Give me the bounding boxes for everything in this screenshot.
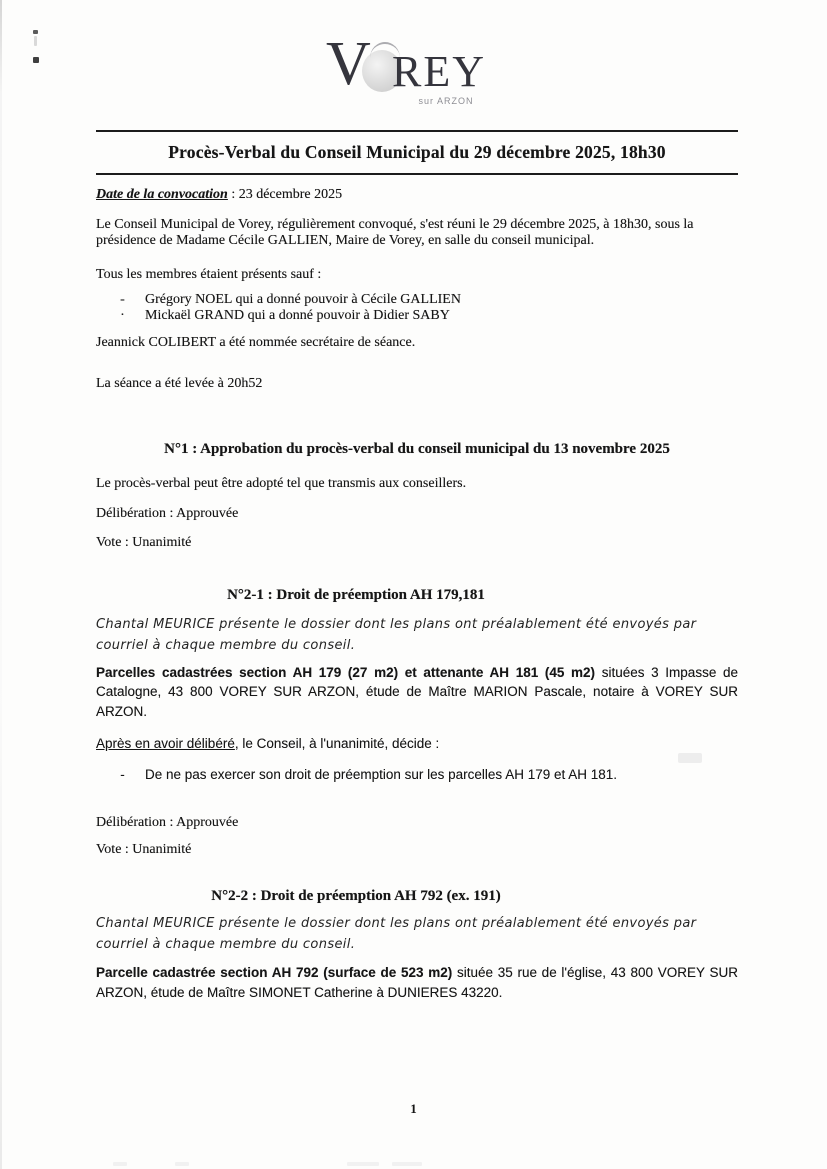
deliberate-rest-text: , le Conseil, à l'unanimité, décide : — [234, 736, 440, 751]
bullet-dash: - — [120, 767, 125, 782]
section-2-2-heading: N°2-2 : Droit de préemption AH 792 (ex. 191) — [211, 888, 501, 904]
absent-member-text: Grégory NOEL qui a donné pouvoir à Cécile GALLIEN — [145, 292, 461, 307]
logo-letter-v: V — [326, 30, 369, 98]
list-item — [96, 292, 738, 308]
section-2-1-presenter-note: Chantal MEURICE présente le dossier dont les plans ont préalablement été envoyés par courriel à chaque membre du conseil. — [96, 616, 697, 653]
section-1-deliberation: Délibération : Approuvée — [96, 505, 239, 521]
section-2-1-vote: Vote : Unanimité — [96, 841, 192, 857]
decision-text: De ne pas exercer son droit de préemption sur les parcelles AH 179 et AH 181. — [145, 767, 618, 782]
section-1-body: Le procès-verbal peut être adopté tel que transmis aux conseillers. — [96, 476, 467, 491]
deliberate-underlined-text: Après en avoir délibéré — [96, 736, 235, 751]
bullet-dash: · — [120, 308, 125, 323]
members-line: Tous les membres étaient présents sauf : — [96, 266, 322, 282]
section-1-vote: Vote : Unanimité — [96, 535, 192, 550]
logo-wordmark: REY — [392, 47, 486, 96]
secretary-line: Jeannick COLIBERT a été nommée secrétaire de séance. — [96, 335, 416, 350]
section-1-heading: N°1 : Approbation du procès-verbal du conseil municipal du 13 novembre 2025 — [164, 441, 670, 457]
section-2-2-presenter-note: Chantal MEURICE présente le dossier dont les plans ont préalablement été envoyés par courriel à chaque membre du conseil. — [96, 916, 697, 952]
bullet-dash: - — [120, 292, 125, 307]
parcel-rest-text: situées 3 Impasse de Catalogne, 43 800 VOREY SUR ARZON, étude de Maître MARION Pascale, notaire à VOREY SUR ARZON. — [96, 664, 738, 719]
section-2-1-decision-item — [96, 766, 738, 783]
absent-member-text: Mickaël GRAND qui a donné pouvoir à Didier SABY — [145, 308, 450, 323]
session-closing-line: La séance a été levée à 20h52 — [96, 375, 263, 391]
convocation-label: Date de la convocation — [96, 187, 228, 202]
absent-members-list — [96, 292, 738, 324]
scan-smudge — [113, 1162, 127, 1166]
convocation-line — [96, 187, 738, 204]
scan-speck — [33, 30, 38, 34]
page-title: Procès-Verbal du Conseil Municipal du 29 décembre 2025, 18h30 — [168, 142, 666, 162]
parcel-bold-text: Parcelles cadastrées section AH 179 (27 m2) et attenante AH 181 (45 m2) — [96, 664, 596, 680]
convocation-value: : 23 décembre 2025 — [227, 187, 343, 202]
scan-smudge — [347, 1162, 379, 1166]
parcel-bold-text: Parcelle cadastrée section AH 792 (surface de 523 m2) — [96, 965, 453, 980]
logo-subtitle: sur ARZON — [418, 96, 474, 106]
scan-smudge — [392, 1162, 422, 1166]
parcel-rest-text: située 35 rue de l'église, 43 800 VOREY SUR ARZON, étude de Maître SIMONET Catherine à DUNIERES 43220. — [96, 965, 738, 1000]
section-2-2-parcel-paragraph — [96, 963, 738, 1002]
section-2-1-heading: N°2-1 : Droit de préemption AH 179,181 — [227, 586, 485, 603]
section-2-1-deliberate-line — [96, 735, 738, 752]
scan-edge — [0, 0, 2, 1169]
page-number: 1 — [410, 1101, 417, 1116]
scan-smudge — [175, 1162, 189, 1166]
section-2-1-parcel-paragraph — [96, 663, 738, 722]
scan-speck — [33, 57, 39, 63]
title-block — [96, 130, 738, 175]
intro-paragraph: Le Conseil Municipal de Vorey, régulièrement convoqué, s'est réuni le 29 décembre 2025, à 18h30, sous la présidence de Madame Cécile GALLIEN, Maire de Vorey, en salle du conseil municipal. — [96, 216, 694, 248]
list-item — [96, 308, 738, 324]
scan-speck — [34, 36, 37, 46]
section-2-1-deliberation: Délibération : Approuvée — [96, 815, 239, 830]
